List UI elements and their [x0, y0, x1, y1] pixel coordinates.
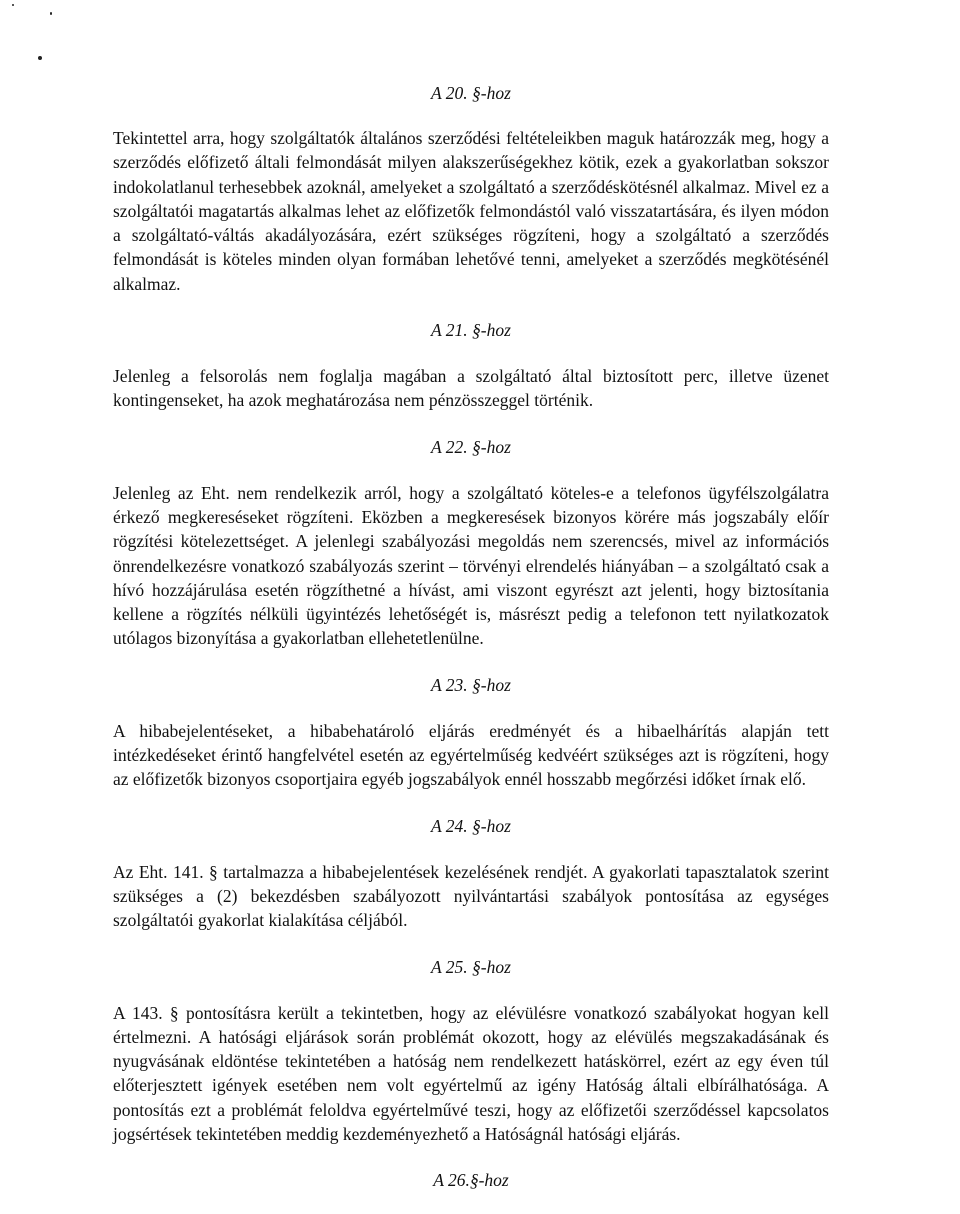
section-paragraph: Jelenleg az Eht. nem rendelkezik arról, hogy a szolgáltató köteles-e a telefonos ügyfélszolgálatra érkező megkereséseket rögzíteni. Eközben a megkeresések bizonyos körére más jogszabály előír rögzítési kötelezettséget. A jelenlegi szabályozási megoldás nem szerencsés, mivel az információs önrendelkezésre vonatkozó szabályozás szerint – törvényi elrendelés hiányában – a szolgáltató csak a hívó hozzájárulása esetén rögzíthetné a hívást, ami viszont egyrészt azt jelenti, hogy biztosítania kellene a rögzítés nélküli ügyintézés lehetőségét is, másrészt pedig a telefonon tett nyilatkozatok utólagos bizonyítása a gyakorlatban ellehetetlenülne.: [113, 482, 829, 649]
section-heading: A 20. §-hoz: [431, 83, 511, 103]
section-heading: A 22. §-hoz: [431, 436, 511, 457]
section-paragraph: A 143. § pontosításra került a tekintetben, hogy az elévülésre vonatkozó szabályokat hogyan kell értelmezni. A hatósági eljárások során problémát okozott, hogy az elévülés megszakadásának és nyugvásának eldöntése tekintetében a hatóság nem rendelkezett hatáskörrel, ezért az egy éven túl előterjesztett igények esetében nem volt egyértelmű az igény Hatóság általi elbírálhatósága. A pontosítás ezt a problémát feloldva egyértelművé teszi, hogy az előfizetői szerződéssel kapcsolatos jogsértések tekintetében meddig kezdeményezhető a Hatóságnál hatósági eljárás.: [113, 1002, 829, 1145]
section-21: [113, 319, 829, 413]
section-heading: A 23. §-hoz: [431, 674, 511, 695]
section-20: [113, 82, 829, 296]
scan-speck: [38, 56, 42, 60]
document-page: [113, 82, 829, 1214]
section-25: [113, 956, 829, 1147]
section-paragraph: Jelenleg a felsorolás nem foglalja magában a szolgáltató által biztosított perc, illetve üzenet kontingenseket, ha azok meghatározása nem pénzösszeggel történik.: [113, 366, 829, 411]
scan-speck: [12, 4, 14, 6]
section-heading: A 25. §-hoz: [431, 956, 511, 977]
section-24: [113, 815, 829, 933]
section-22: [113, 436, 829, 651]
section-paragraph: A hibabejelentéseket, a hibabehatároló eljárás eredményét és a hibaelhárítás alapján tett intézkedéseket érintő hangfelvétel esetén az egyértelműség kedvéért szükséges azt is rögzíteni, hogy az előfizetők bizonyos csoportjaira egyéb jogszabályok ennél hosszabb megőrzési időket írnak elő.: [113, 720, 829, 790]
scan-speck: [50, 12, 52, 15]
section-23: [113, 674, 829, 792]
section-heading: A 21. §-hoz: [431, 320, 511, 341]
section-paragraph: Az Eht. 141. § tartalmazza a hibabejelentések kezelésének rendjét. A gyakorlati tapasztalatok szerint szükséges a (2) bekezdésben szabályozott nyilvántartási szabályok pontosítása az egységes szolgáltatói gyakorlat kialakítása céljából.: [113, 861, 829, 931]
section-26: [113, 1169, 829, 1191]
section-heading: A 26.§-hoz: [433, 1170, 509, 1191]
section-heading: A 24. §-hoz: [431, 815, 511, 836]
section-paragraph: Tekintettel arra, hogy szolgáltatók általános szerződési feltételeikben maguk határozzák meg, hogy a szerződés előfizető általi felmondását milyen alakszerűségekhez kötik, ezek a gyakorlatban sokszor indokolatlanul terhesebbek azoknál, amelyeket a szolgáltató a szerződéskötésnél alkalmaz. Mivel ez a szolgáltatói magatartás alkalmas lehet az előfizetők felmondástól való visszatartására, és ilyen módon a szolgáltató-váltás akadályozására, ezért szükséges rögzíteni, hogy a szolgáltató a szerződés felmondását is köteles minden olyan formában lehetővé tenni, amelyeket a szerződés megkötésénél alkalmaz.: [113, 128, 829, 294]
